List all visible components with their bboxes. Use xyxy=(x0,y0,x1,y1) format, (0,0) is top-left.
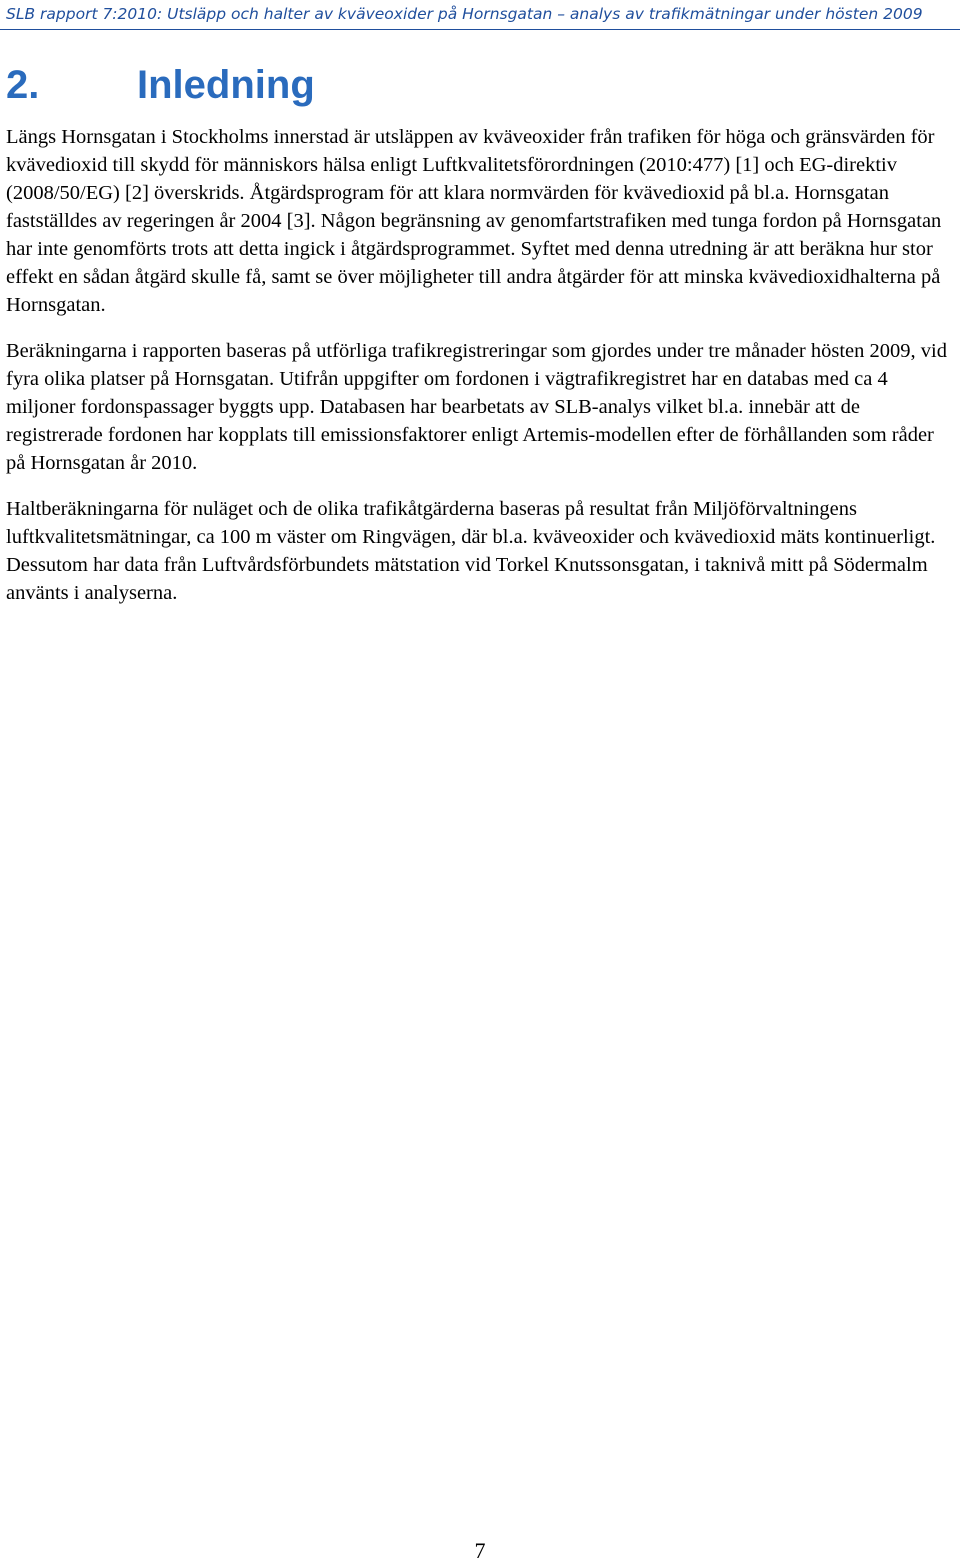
page-number: 7 xyxy=(474,1538,486,1563)
header-divider xyxy=(0,29,960,30)
paragraph-concentrations: Haltberäkningarna för nuläget och de olika trafikåtgärderna baseras på resultat från Miljöförvaltningens luftkvalitetsmätningar, ca 100 m väster om Ringvägen, där bl.a. kväveoxider och kvävedioxid mäts kontinuerligt. Dessutom har data från Luftvårdsförbundets mätstation vid Torkel Knutssonsgatan, i taknivå mitt på Södermalm använts i analyserna. xyxy=(6,498,936,604)
body-text xyxy=(6,123,956,625)
running-header: SLB rapport 7:2010: Utsläpp och halter av kväveoxider på Hornsgatan – analys av trafikmätningar under hösten 2009 xyxy=(6,5,923,23)
paragraph-calculations: Beräkningarna i rapporten baseras på utförliga trafikregistreringar som gjordes under tre månader hösten 2009, vid fyra olika platser på Hornsgatan. Utifrån uppgifter om fordonen i vägtrafikregistret har en databas med ca 4 miljoner fordonspassager byggts upp. Databasen har bearbetats av SLB-analys vilket bl.a. innebär att de registrerade fordonen har kopplats till emissionsfaktorer enligt Artemis-modellen efter de förhållanden som råder på Hornsgatan år 2010. xyxy=(6,340,947,474)
paragraph-intro: Längs Hornsgatan i Stockholms innerstad är utsläppen av kväveoxider från trafiken för höga och gränsvärden för kvävedioxid till skydd för människors hälsa enligt Luftkvalitetsförordningen (2010:477) [1] och EG-direktiv (2008/50/EG) [2] överskrids. Åtgärdsprogram för att klara normvärden för kvävedioxid på bl.a. Hornsgatan fastställdes av regeringen år 2004 [3]. Någon begränsning av genomfartstrafiken med tunga fordon på Hornsgatan har inte genomförts trots att detta ingick i åtgärdsprogrammet. Syftet med denna utredning är att beräkna hur stor effekt en sådan åtgärd skulle få, samt se över möjligheter till andra åtgärder för att minska kvävedioxidhalterna på Hornsgatan. xyxy=(6,126,942,316)
section-heading xyxy=(6,63,315,108)
section-number: 2. xyxy=(6,63,40,107)
section-title: Inledning xyxy=(137,63,315,107)
